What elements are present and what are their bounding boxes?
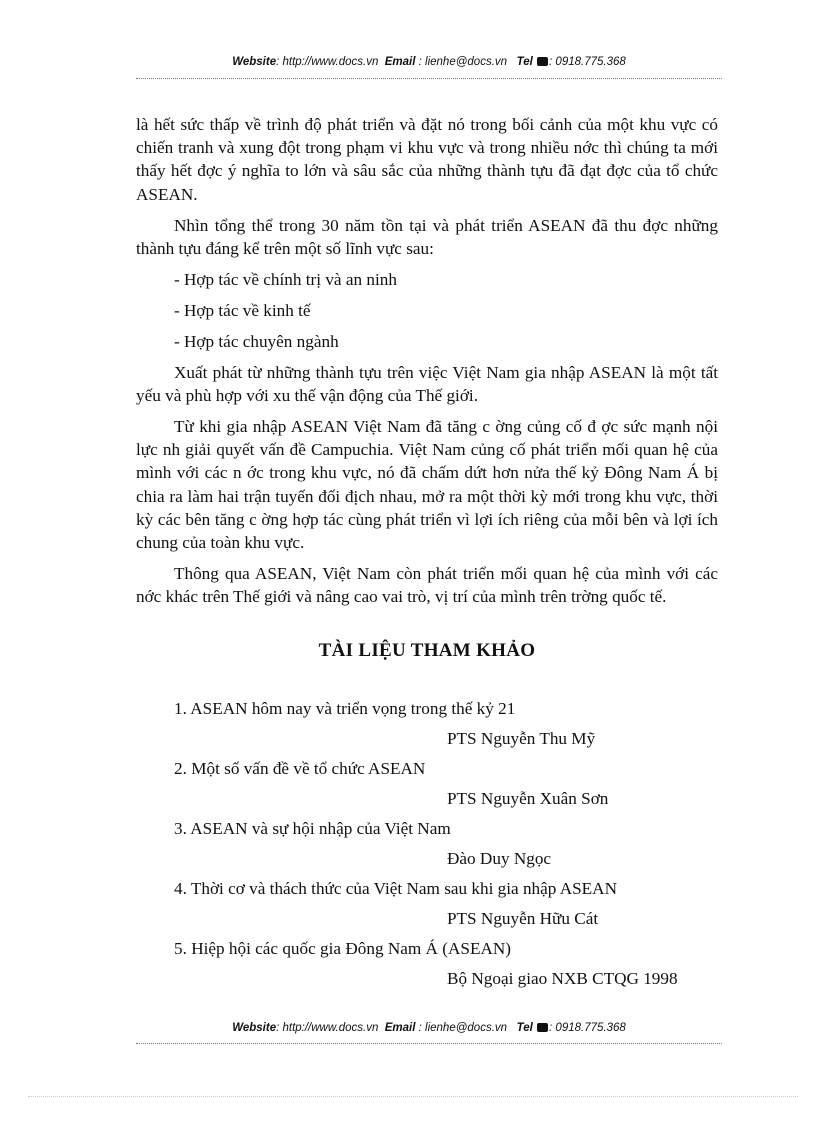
paragraph: Xuất phát từ những thành tựu trên việc Việt Nam gia nhập ASEAN là một tất yếu và phù hợp với xu thế vận động của Thế giới. — [136, 362, 718, 406]
footer-website-link[interactable]: : http://www.docs.vn — [276, 1022, 379, 1034]
header-website-link[interactable]: : http://www.docs.vn — [276, 56, 379, 68]
reference-author: Đào Duy Ngọc — [447, 849, 552, 868]
document-body — [136, 113, 718, 616]
header-tel-label: Tel — [516, 56, 533, 68]
page-footer — [136, 1022, 722, 1034]
phone-icon — [537, 1023, 548, 1032]
footer-website-label: Website — [232, 1022, 277, 1034]
reference-title: 1. ASEAN hôm nay và triển vọng trong thế kỷ 21 — [174, 699, 516, 718]
footer-divider — [136, 1043, 722, 1044]
header-tel-value: : 0918.775.368 — [549, 56, 626, 68]
reference-title: 4. Thời cơ và thách thức của Việt Nam sau khi gia nhập ASEAN — [174, 879, 618, 898]
references-list — [174, 698, 714, 998]
footer-tel-label: Tel — [516, 1022, 533, 1034]
page-bottom-divider — [28, 1096, 798, 1097]
header-email-label: Email — [384, 56, 416, 68]
footer-email-link[interactable]: : lienhe@docs.vn — [418, 1022, 508, 1034]
reference-item — [174, 818, 714, 878]
paragraph: Từ khi gia nhập ASEAN Việt Nam đã tăng c ờng củng cố đ ợc sức mạnh nội lực nh giải quyết vấn đề Campuchia. Việt Nam củng cố phát triển mối quan hệ của mình với các n ớc trong khu vực, nó đã chấm dứt hơn nửa thế kỷ Đông Nam Á bị chia ra làm hai trận tuyến đối địch nhau, mở ra một thời kỳ mới trong khu vực, thời kỳ các bên tăng c ờng hợp tác cùng phát triển vì lợi ích riêng của mỗi bên và lợi ích chung của toàn khu vực. — [136, 417, 718, 553]
reference-author: Bộ Ngoại giao NXB CTQG 1998 — [447, 969, 678, 988]
paragraph: Thông qua ASEAN, Việt Nam còn phát triển mối quan hệ của mình với các nớc khác trên Thế giới và nâng cao vai trò, vị trí của mình trên trờng quốc tế. — [136, 564, 718, 607]
reference-author: PTS Nguyễn Hữu Cát — [447, 909, 599, 928]
phone-icon — [537, 57, 548, 66]
reference-author: PTS Nguyễn Xuân Sơn — [447, 789, 609, 808]
list-item: - Hợp tác về kinh tế — [174, 300, 311, 320]
footer-tel-value: : 0918.775.368 — [549, 1022, 626, 1034]
reference-title: 5. Hiệp hội các quốc gia Đông Nam Á (ASEAN) — [174, 939, 511, 958]
paragraph: là hết sức thấp về trình độ phát triển và đặt nó trong bối cảnh của một khu vực có chiến tranh và xung đột trong phạm vi khu vực và trong nhiều nớc thì chúng ta mới thấy hết đợc ý nghĩa to lớn và sâu sắc của những thành tựu đã đạt đợc của tổ chức ASEAN. — [136, 115, 718, 204]
list-item: - Hợp tác về chính trị và an ninh — [174, 269, 397, 289]
footer-email-label: Email — [384, 1022, 416, 1034]
reference-title: 3. ASEAN và sự hội nhập của Việt Nam — [174, 819, 451, 838]
page-header — [136, 56, 722, 68]
header-website-label: Website — [232, 56, 277, 68]
list-item: - Hợp tác chuyên ngành — [174, 331, 339, 351]
reference-author: PTS Nguyễn Thu Mỹ — [447, 729, 596, 748]
reference-item — [174, 938, 714, 998]
references-heading: TÀI LIỆU THAM KHẢO — [318, 640, 536, 661]
paragraph: Nhìn tổng thể trong 30 năm tồn tại và phát triển ASEAN đã thu đợc những thành tựu đáng kể trên một số lĩnh vực sau: — [136, 215, 718, 258]
reference-item — [174, 698, 714, 758]
reference-item — [174, 758, 714, 818]
header-email-link[interactable]: : lienhe@docs.vn — [418, 56, 508, 68]
header-divider — [136, 78, 722, 79]
reference-item — [174, 878, 714, 938]
reference-title: 2. Một số vấn đề về tổ chức ASEAN — [174, 759, 426, 778]
